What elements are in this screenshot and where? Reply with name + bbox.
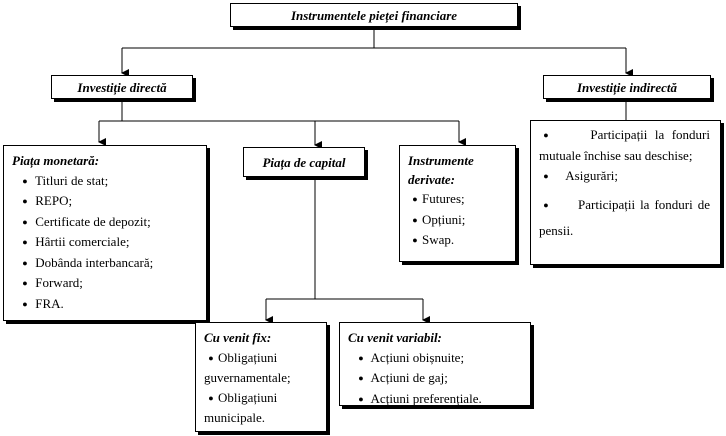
bullet-icon: ● (208, 392, 214, 403)
derivatives-node (399, 145, 516, 262)
bullet-icon: ● (22, 278, 28, 288)
bullet-icon: ● (22, 196, 28, 206)
bullet-icon: ● (358, 373, 364, 383)
indirect-investment-node (543, 75, 711, 99)
list-item: ● Acțiuni de gaj; (354, 368, 522, 389)
indirect-investment-list (530, 120, 721, 265)
list-item: ● Futures; (408, 189, 507, 210)
monetary-market-node (3, 145, 207, 321)
list-item: ● Obligațiuni guvernamentale; (204, 349, 291, 385)
fixed-income-title: Cu venit fix: (204, 330, 272, 345)
direct-investment-node (51, 75, 193, 99)
capital-market-label: Piața de capital (262, 155, 346, 170)
list-item: ● Opțiuni; (408, 210, 507, 231)
bullet-icon: ● (22, 237, 28, 247)
list-item: ● Titluri de stat; (18, 171, 198, 192)
list-item: ● Asigurări; (539, 166, 710, 187)
bullet-icon: ● (358, 393, 364, 404)
bullet-icon: ● (412, 235, 418, 245)
fixed-income-node (195, 322, 327, 432)
bullet-icon: ● (22, 216, 28, 227)
monetary-market-title: Piața monetară: (12, 153, 100, 168)
bullet-icon: ● (412, 194, 418, 204)
variable-income-node (339, 322, 531, 406)
list-item: ● Hârtii comerciale; (18, 232, 198, 253)
direct-investment-label: Investiție directă (77, 80, 167, 95)
root-label: Instrumentele pieței financiare (290, 8, 458, 23)
bullet-icon: ● (22, 257, 28, 268)
bullet-icon: ● (22, 175, 28, 186)
list-item: ● Certificate de depozit; (18, 212, 198, 233)
bullet-icon: ● (412, 214, 418, 225)
list-item: ● Participații la fonduri mutuale închise sau deschise; (539, 127, 710, 163)
bullet-icon: ● (543, 199, 549, 210)
list-item: ● FRA. (18, 294, 198, 315)
list-item: ● Dobânda interbancară; (18, 253, 198, 274)
bullet-icon: ● (358, 352, 364, 363)
list-item: ● Obligațiuni municipale. (204, 389, 278, 425)
bullet-icon: ● (543, 130, 549, 140)
variable-income-title: Cu venit variabil: (348, 330, 442, 345)
bullet-icon: ● (543, 171, 549, 181)
list-item: ● Participații la fonduri de pensii. (539, 192, 710, 244)
list-item: ● Acțiuni obișnuite; (354, 348, 522, 369)
bullet-icon: ● (22, 298, 28, 309)
derivatives-title: Instrumente derivate: (408, 153, 474, 187)
root-node (230, 3, 518, 27)
capital-market-node (243, 147, 365, 177)
bullet-icon: ● (208, 352, 214, 363)
indirect-investment-label: Investiție indirectă (576, 80, 678, 95)
list-item: ● Forward; (18, 273, 198, 294)
list-item: ● REPO; (18, 191, 198, 212)
list-item: ● Acțiuni preferențiale. (354, 389, 522, 407)
list-item: ● Swap. (408, 230, 507, 251)
